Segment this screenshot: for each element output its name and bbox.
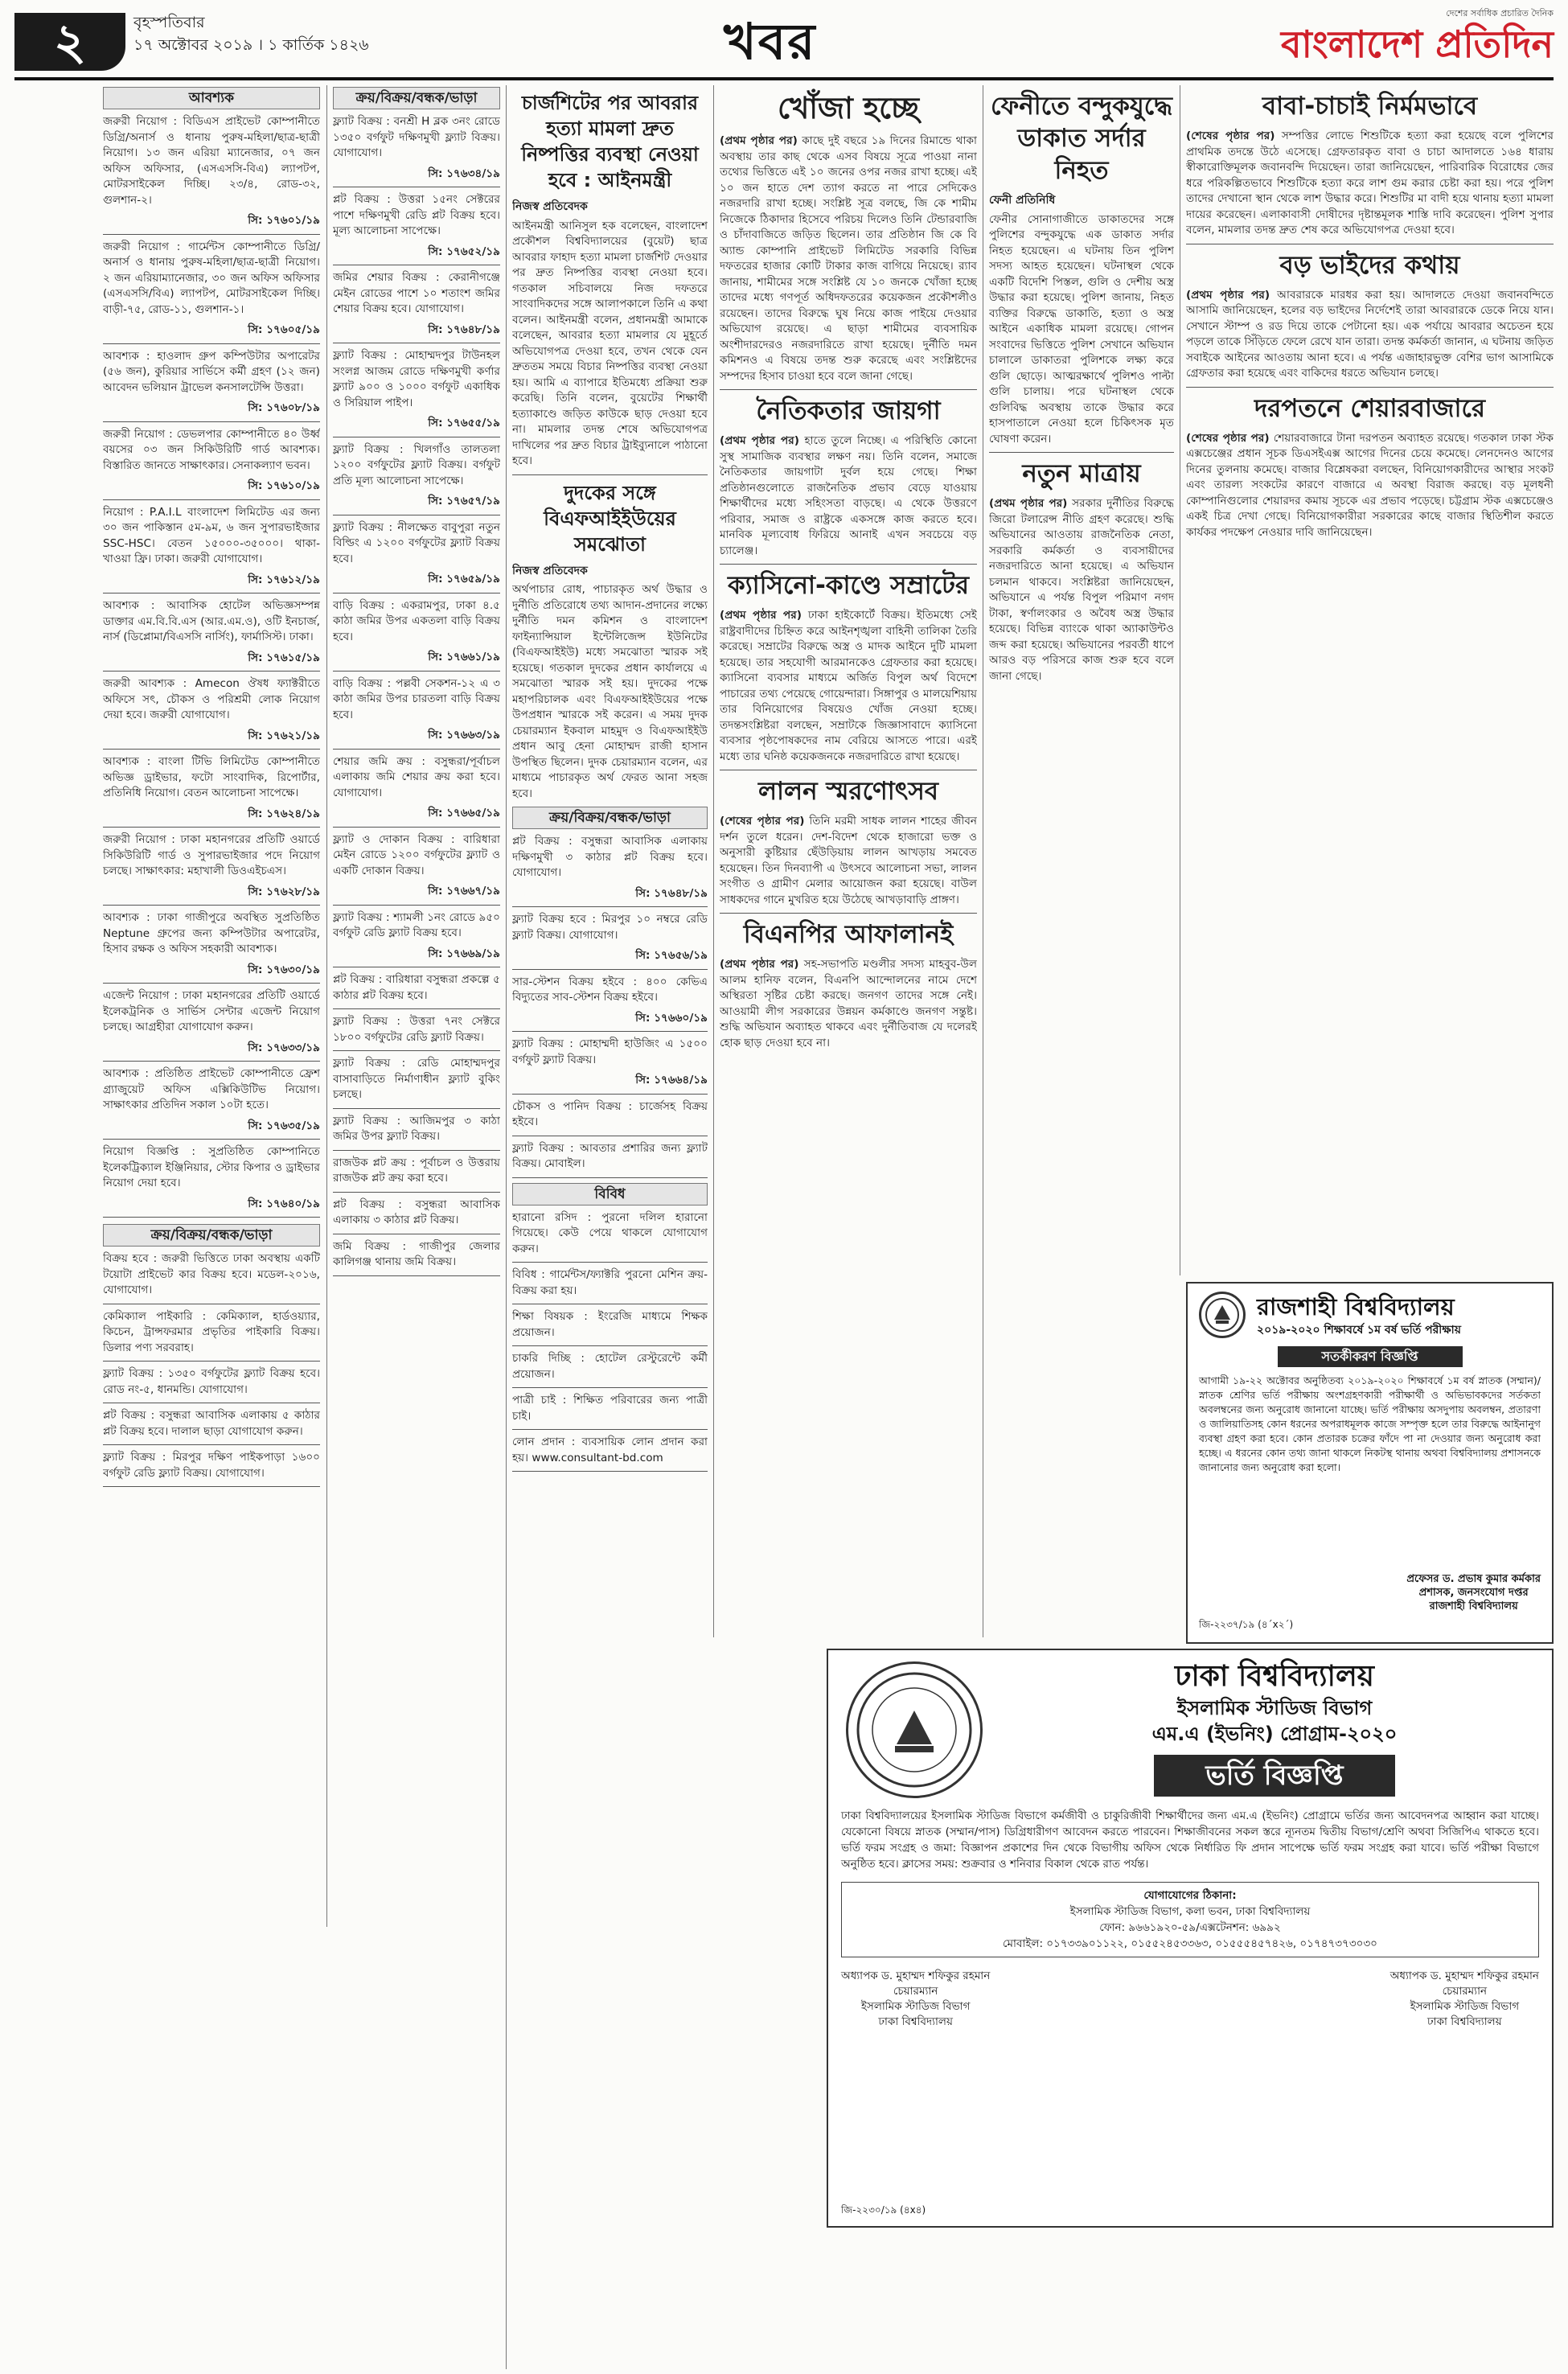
ad-code: সি: ১৭৬৫৯/১৯ (428, 573, 500, 585)
ad-signatures (841, 1969, 1539, 2030)
classified-ad: প্লট বিক্রয় : বারিধারা বসুন্ধরা প্রকল্পে ৫ কাঠার প্লট বিক্রয় হবে। (333, 973, 500, 1002)
ad-code: সি: ১৭৬০৫/১৯ (248, 323, 320, 336)
signer-name: অধ্যাপক ড. মুহাম্মদ শফিকুর রহমান (841, 1969, 991, 1982)
classified-ad: আবশ্যক : ঢাকা গাজীপুরে অবস্থিত সুপ্রতিষ্ঠিত Neptune গ্রুপের জন্য কম্পিউটার অপারেটর, হিসাব রক্ষক ও অফিস সহকারী আবশ্যক। (103, 911, 320, 955)
separator (103, 671, 320, 672)
ad-code: সি: ১৭৬৪০/১৯ (248, 1197, 320, 1210)
classified-ad: জরুরী নিয়োগ : গার্মেন্টস কোম্পানীতে ডিগ্রি/অনার্স ও ধানায় পুরুষ-মহিলা/ছাত্র-ছাত্রী নিয়োগ। ২ জন এরিয়াম্যানেজার, ৩০ জন অফিস অফিসার (এসএসসি/বিএ) ল্যাপটপ, মোটরসাইকেল দিচ্ছি। বাড়ী-৭৫, রোড-১১, গুলশান-১। (103, 240, 320, 316)
ad-rajshahi-university[interactable] (1186, 1282, 1554, 1644)
headline-feni: ফেনীতে বন্দুকযুদ্ধে ডাকাত সর্দার নিহত (991, 92, 1172, 185)
article-body (720, 957, 977, 1051)
classified-ad: ফ্ল্যাট বিক্রয় : মিরপুর দক্ষিণ পাইকপাড়া ১৬০০ বর্গফুট রেডি ফ্ল্যাট বিক্রয়। যোগাযোগ। (103, 1451, 320, 1480)
article-text: হাতে তুলে নিচ্ছে। এ পরিস্থিতি কোনো সুস্থ সামাজিক ব্যবস্থার লক্ষণ নয়। তিনি বলেন, সমাজে নৈতিকতার জায়গাটা দুর্বল হয়ে গেছে। শিক্ষা প্রতিষ্ঠানগুলোতে রাজনৈতিক প্রভাব বেড়ে যাওয়ায় শিক্ষার্থীদের মধ্যে সহিংসতা বাড়ছে। এ থেকে উত্তরণে পরিবার, সমাজ ও রাষ্ট্রকে একসঙ্গে কাজ করতে হবে। মানবিক মূল্যবোধ ফিরিয়ে আনাই এখন সবচেয়ে বড় চ্যালেঞ্জ। (720, 434, 977, 557)
ad-code: সি: ১৭৬১২/১৯ (248, 573, 320, 586)
classified-ad: সার-স্টেশন বিক্রয় হইবে : ৪০০ কেভিএ বিদ্যুতের সাব-স্টেশন বিক্রয় হইবে। (512, 975, 708, 1004)
ad-code: সি: ১৭৬২১/১৯ (248, 729, 320, 742)
article-lead: (প্রথম পৃষ্ঠার পর) (720, 958, 799, 971)
classified-ad: বাড়ি বিক্রয় : একরামপুর, ঢাকা ৪.৫ কাঠা জমির উপর একতলা বাড়ি বিক্রয় হবে। (333, 598, 500, 643)
signer-org: ঢাকা বিশ্ববিদ্যালয় (878, 2015, 953, 2028)
separator (103, 1444, 320, 1445)
byline: নিজস্ব প্রতিবেদক (512, 200, 588, 213)
article-lead: (প্রথম পৃষ্ঠার পর) (720, 609, 802, 622)
headline-baba: বাবা-চাচাই নির্মমভাবে (1262, 92, 1478, 121)
headline-chargesheet: চার্জশিটের পর আবরার হত্যা মামলা দ্রুত নিষ্পত্তির ব্যবস্থা নেওয়া হবে : আইনমন্ত্রী (521, 92, 699, 191)
category-header: ক্রয়/বিক্রয়/বন্ধক/ভাড়া (512, 807, 708, 829)
ad-dhaka-university[interactable] (827, 1649, 1554, 2228)
date-label: ১৭ অক্টোবর ২০১৯ । ১ কার্তিক ১৪২৬ (133, 36, 369, 54)
classified-ad: প্লট বিক্রয় : বসুন্ধরা আবাসিক এলাকায় ৫ কাঠার প্লট বিক্রয় হবে। দালাল ছাড়া যোগাযোগ করুন। (103, 1409, 320, 1438)
separator (103, 905, 320, 906)
ad-subtitle: ২০১৯-২০২০ শিক্ষাবর্ষে ১ম বর্ষ ভর্তি পরীক্ষায় (1257, 1324, 1461, 1337)
classified-ad: চাকরি দিচ্ছি : হোটেল রেস্টুরেন্টে কর্মী প্রয়োজন। (512, 1352, 708, 1381)
separator (333, 827, 500, 828)
headline-dudok: দুদকের সঙ্গে বিএফআইইউয়ের সমঝোতা (544, 481, 676, 556)
bangladesh-pratidin-logo[interactable] (1254, 8, 1554, 74)
news-column-6 (1186, 87, 1554, 1273)
article-body (720, 814, 977, 908)
article-text: সরকার দুর্নীতির বিরুদ্ধে জিরো টলারেন্স নীতি গ্রহণ করেছে। শুদ্ধি অভিযানের আওতায় রাজনৈতিক নেতা, সরকারি কর্মকর্তা ও ব্যবসায়ীদের নজরদারিতে আনা হয়েছে। এ অভিযান চলমান থাকবে। সংশ্লিষ্টরা জানিয়েছেন, অভিযানে এ পর্যন্ত বিপুল পরিমাণ নগদ টাকা, স্বর্ণালংকার ও অবৈধ অস্ত্র উদ্ধার হয়েছে। বিভিন্ন ব্যাংকে থাকা অ্যাকাউন্টও জব্দ করা হয়েছে। অভিযানের পরবর্তী ধাপে আরও বড় পরিসরে কাজ শুরু হবে বলে জানা গেছে। (989, 497, 1174, 683)
rajshahi-university-seal-icon (1199, 1292, 1246, 1338)
article-text: আবরারকে মারধর করা হয়। আদালতে দেওয়া জবানবন্দিতে আসামি জানিয়েছেন, হলের বড় ভাইদের নির্দেশেই তারা আবরারকে ডেকে নিয়ে যান। সেখানে স্টাম্প ও রড দিয়ে তাকে পেটানো হয়। এক পর্যায়ে আবরার অচেতন হয়ে পড়লে তাকে সিঁড়িতে ফেলে রেখে যান তারা। তদন্ত কর্মকর্তা জানান, এ ঘটনায় জড়িত সবাইকে আইনের আওতায় আনা হবে। এ পর্যন্ত এজাহারভুক্ত বেশির ভাগ আসামিকে গ্রেফতার করা হয়েছে এবং বাকিদের ধরতে অভিযান চলছে। (1186, 288, 1554, 380)
separator (512, 906, 708, 907)
classified-ad: জরুরী নিয়োগ : ডেভলপার কোম্পানীতে ৪০ উর্ধ্ব বয়সের ০৩ জন সিকিউরিটি গার্ড আবশ্যক। বিস্তারিত জানতে সাক্ষাৎকার। সেনাকল্যাণ ভবন। (103, 427, 320, 472)
separator (512, 1177, 708, 1178)
separator (103, 983, 320, 984)
classified-ad: প্লট বিক্রয় : বসুন্ধরা আবাসিক এলাকায় দক্ষিণমুখী ৩ কাঠার প্লট বিক্রয় হবে। যোগাযোগ। (512, 835, 708, 879)
classified-ad: ফ্ল্যাট বিক্রয় : উত্তরা ৭নং সেক্টরে ১৮০০ বর্গফুটের রেডি ফ্ল্যাট বিক্রয়। (333, 1015, 500, 1044)
article-lead: (প্রথম পৃষ্ঠার পর) (720, 134, 798, 147)
separator (103, 749, 320, 750)
separator (103, 421, 320, 422)
ad-code: সি: ১৭৬২৮/১৯ (248, 885, 320, 898)
article-text: শেয়ারবাজারে টানা দরপতন অব্যাহত রয়েছে। গতকাল ঢাকা স্টক এক্সচেঞ্জের প্রধান সূচক ডিএসইএক্স আগের দিনের চেয়ে কমেছে। লেনদেনও আগের দিনের তুলনায় কমেছে। বাজার বিশ্লেষকরা বলছেন, বিনিয়োগকারীদের আস্থার সংকট এবং তারল্য সংকটের কারণে বাজারে এ অবস্থা বিরাজ করছে। বড় মূলধনী কোম্পানিগুলোর শেয়ারদর কমায় সূচকে এর প্রভাব পড়েছে। চট্টগ্রাম স্টক এক্সচেঞ্জেও একই চিত্র দেখা গেছে। বিনিয়োগকারীরা সরকারের কাছে বাজার স্থিতিশীল করতে কার্যকর পদক্ষেপ নেওয়ার দাবি জানিয়েছেন। (1186, 431, 1554, 539)
separator (333, 671, 500, 672)
ad-list (512, 834, 708, 1178)
signer-title: চেয়ারম্যান (1442, 1985, 1488, 1998)
ad-list (103, 114, 320, 1218)
classifieds-column-2 (333, 87, 500, 2363)
separator (512, 1262, 708, 1263)
article-text: সহ-সভাপতি মণ্ডলীর সদস্য মাহবুব-উল আলম হানিফ বলেন, বিএনপি আন্দোলনের নামে দেশে অস্থিরতা সৃষ্টির চেষ্টা করছে। জনগণ তাদের সঙ্গে নেই। আওয়ামী লীগ সরকারের উন্নয়ন কর্মকাণ্ডে জনগণ সন্তুষ্ট। শুদ্ধি অভিযান অব্যাহত থাকবে এবং দুর্নীতিবাজ যে দলেরই হোক ছাড় দেওয়া হবে না। (720, 958, 977, 1049)
classified-ad: ফ্ল্যাট ও দোকান বিক্রয় : বারিধারা মেইন রোডে ১২০০ বর্গফুটের ফ্ল্যাট ও একটি দোকান বিক্রয়। (333, 832, 500, 877)
separator (720, 913, 977, 914)
classified-ad: চৌকস ও পানিদ বিক্রয় : চার্জেসহ বিক্রয় হইবে। (512, 1099, 708, 1128)
byline: ফেনী প্রতিনিধি (989, 194, 1056, 207)
ad-code: সি: ১৭৬৬৯/১৯ (428, 947, 500, 960)
ad-body: আগামী ১৯-২২ অক্টোবর অনুষ্ঠিতব্য ২০১৯-২০২০ শিক্ষাবর্ষে ১ম বর্ষ স্নাতক (সম্মান)/স্নাতক শ্রেণির ভর্তি পরীক্ষায় অংশগ্রহণকারী পরীক্ষার্থী ও অভিভাবকদের সর্তকতা অবলম্বনের জন্য অনুরোধ জানানো যাচ্ছে। ভর্তি পরীক্ষায় অসদুপায় অবলম্বন, প্রতারণা ও জালিয়াতিসহ কোন ধরনের অপরাধমূলক কাজে সম্পৃক্ত হলে তার বিরুদ্ধে আইনানুগ ব্যবস্থা গ্রহণ করা হবে। কোন প্রতারক চক্রের ফাঁদে পা না দেওয়ার জন্য অনুরোধ করা হচ্ছে। এ ধরনের কোন তথ্য জানা থাকলে নিকটস্থ থানায় অথবা বিশ্ববিদ্যালয় প্রশাসনকে জানানোর জন্য অনুরোধ করা হলো। (1199, 1374, 1541, 1473)
classified-ad: ফ্ল্যাট বিক্রয় : শ্যামলী ১নং রোডে ৯৫০ বর্গফুট রেডি ফ্ল্যাট বিক্রয় হবে। (333, 910, 500, 939)
ad-dept: ইসলামিক স্টাডিজ বিভাগ (1176, 1697, 1373, 1719)
ad-contact-box (841, 1882, 1539, 1957)
classified-ad: জরুরী নিয়োগ : ঢাকা মহানগরের প্রতিটি ওয়ার্ডে সিকিউরিটি গার্ড ও সুপারভাইজার পদে নিয়োগ চলছে। সাক্ষাৎকার: মহাখালী ডিওএইচএস। (103, 833, 320, 877)
separator (512, 1387, 708, 1388)
classified-ad: কেমিক্যাল পাইকারি : কেমিক্যাল, হার্ডওয়্যার, কিচেন, ট্রান্সফরমার প্রভৃতির পাইকারি বিক্রয়। ডিলার পণ্য সরবরাহ। (103, 1309, 320, 1354)
separator (1186, 387, 1554, 388)
ad-title: ঢাকা বিশ্ববিদ্যালয় (1174, 1660, 1374, 1693)
headline-boro: বড় ভাইদের কথায় (1279, 250, 1460, 280)
article-lead: (শেষের পৃষ্ঠার পর) (720, 815, 805, 828)
classified-ad: নিয়োগ বিজ্ঞপ্তি : সুপ্রতিষ্ঠিত কোম্পানিতে ইলেকট্রিক্যাল ইঞ্জিনিয়ার, স্টোর কিপার ও ড্রাইভার নিয়োগ দেয়া হবে। (103, 1145, 320, 1189)
headline-naitikota: নৈতিকতার জায়গা (756, 396, 941, 425)
separator (333, 905, 500, 906)
separator (103, 593, 320, 594)
headline-notun: নতুন মাত্রায় (1022, 459, 1141, 488)
signer-name: অধ্যাপক ড. মুহাম্মদ শফিকুর রহমান (1389, 1969, 1539, 1982)
headline-share: দরপতনে শেয়ারবাজারে (1254, 393, 1486, 423)
ad-list (103, 1251, 320, 1487)
classified-ad: শিক্ষা বিষয়ক : ইংরেজি মাধ্যমে শিক্ষক প্রয়োজন। (512, 1310, 708, 1339)
separator (103, 827, 320, 828)
signer-dept: ইসলামিক স্টাডিজ বিভাগ (1410, 2000, 1520, 2013)
ad-code: সি: ১৭৬৪৮/১৯ (635, 886, 708, 900)
article-body (1186, 288, 1554, 382)
classified-ad: ফ্ল্যাট বিক্রয় : রেডি মোহাম্মদপুর বাসাবাড়িতে নির্মাণাধীন ফ্ল্যাট বুকিং চলছে। (333, 1057, 500, 1101)
article-body (720, 433, 977, 559)
ad-banner: ভর্তি বিজ্ঞপ্তি (1154, 1755, 1395, 1797)
article-lead: (শেষের পৃষ্ঠার পর) (1186, 431, 1270, 445)
column-divider (506, 85, 507, 2369)
separator (103, 1217, 320, 1218)
news-column-5 (989, 87, 1174, 1635)
headline-bnp: বিএনপির আফালানই (743, 920, 954, 949)
category-header: বিবিধ (512, 1183, 708, 1205)
masthead-rule (14, 77, 1554, 80)
ad-program: এম.এ (ইভনিং) প্রোগ্রাম-২০২০ (1151, 1723, 1398, 1745)
ad-code: সি: ১৭৬৬৩/১৯ (428, 729, 500, 741)
classified-ad: নিয়োগ : P.A.I.L বাংলাদেশ লিমিটেড এর জন্য ৩০ জন পাকিস্তান ৫ম-৯ম, ৬ জন সুপারভাইজার SSC-HSC। বেতন ১৫০০০-৩৫০০০। থাকা-খাওয়া ফ্রি। ঢাকা। জরুরী যোগাযোগ। (103, 505, 320, 565)
category-header: আবশ্যক (103, 87, 320, 109)
classified-ad: ফ্ল্যাট বিক্রয় : বনশ্রী H ব্লক ৩নং রোডে ১৩৫০ বর্গফুট দক্ষিণমুখী ফ্ল্যাট বিক্রয়। যোগাযোগ। (333, 115, 500, 159)
ad-code: সি: ১৭৬০৮/১৯ (248, 401, 320, 414)
classified-ad: জরুরী নিয়োগ : বিডিএস প্রাইভেট কোম্পানীতে ডিগ্রি/অনার্স ও ধানায় পুরুষ-মহিলা/ছাত্র-ছাত্রী নিয়োগ। ১৩ জন এরিয়া ম্যানেজার, ০৭ জন অফিস অফিসার, (এসএসসি-বিএ) ল্যাপটপ, মোটরসাইকেল দিচ্ছি। ২৩/৪, রোড-৩২, গুলশান-২। (103, 115, 320, 207)
ad-body: ঢাকা বিশ্ববিদ্যালয়ের ইসলামিক স্টাডিজ বিভাগে কর্মজীবী ও চাকুরিজীবী শিক্ষার্থীদের জন্য এম.এ (ইভনিং) প্রোগ্রামে ভর্তির জন্য আবেদনপত্র আহ্বান করা যাচ্ছে। যেকোনো বিষয়ে স্নাতক (সম্মান/পাস) ডিগ্রিধারীগণ আবেদন করতে পারবেন। শিক্ষাজীবনের সকল স্তরে ন্যূনতম দ্বিতীয় বিভাগ/শ্রেণি অথবা সিজিপিএ থাকতে হবে। ভর্তি ফরম সংগ্রহ ও জমা: বিজ্ঞাপন প্রকাশের দিন থেকে বিভাগীয় অফিস থেকে নির্ধারিত ফি প্রদান সাপেক্ষে ভর্তি ফরম সংগ্রহ করা যাবে। ভর্তি পরীক্ষা বিভাগে অনুষ্ঠিত হবে। ক্লাসের সময়: শুক্রবার ও শনিবার বিকাল থেকে রাত পর্যন্ত। (841, 1809, 1539, 1871)
separator (333, 593, 500, 594)
day-label: বৃহস্পতিবার (133, 14, 205, 31)
category-header: ক্রয়/বিক্রয়/বন্ধক/ভাড়া (103, 1224, 320, 1247)
separator (333, 1108, 500, 1109)
separator (512, 1094, 708, 1095)
separator (512, 969, 708, 970)
article-text: কাছে দুই বছরে ১৯ দিনের রিমান্ডে থাকা অবস্থায় তার কাছ থেকে এসব বিষয়ে সূত্রে পাওয়া নানা তথ্যের ভিত্তিতে এই ১০ জনের ওপর নজর রাখা হচ্ছে। এই ১০ জন হাতে দেশ ত্যাগ করতে না পারে সেদিকেও নজরদারি রাখা হচ্ছে। সংশ্লিষ্ট সূত্র বলছে, জি কে শামীম নিজেকে ঠিকাদার হিসেবে পরিচয় দিলেও তিনি টেন্ডারবাজি ও চাঁদাবাজিতে জড়িত ছিলেন। তার প্রতিষ্ঠান জি কে বি অ্যান্ড কোম্পানি প্রাইভেট লিমিটেড সরকারি বিভিন্ন দফতরের হাজার কোটি টাকার কাজ বাগিয়ে নিয়েছে। র‌্যাব জানায়, শামীমের সঙ্গে সংশ্লিষ্ট যে ১০ জনকে খোঁজা হচ্ছে তাদের মধ্যে গণপূর্ত অধিদফতরের কয়েকজন প্রকৌশলীও রয়েছেন। তাদের বিরুদ্ধে ঘুষ নিয়ে কাজ পাইয়ে দেওয়ার অভিযোগ রয়েছে। এ ছাড়া শামীমের ব্যবসায়িক অংশীদারদেরও নজরদারিতে রাখা হয়েছে। দুর্নীতি দমন কমিশনও এ বিষয়ে তদন্ত শুরু করেছে এবং সংশ্লিষ্টদের সম্পদের হিসাব চাওয়া হবে বলে জানা গেছে। (720, 134, 977, 383)
ad-code: সি: ১৭৬৬৭/১৯ (428, 885, 500, 897)
classified-ad: বাড়ি বিক্রয় : পল্লবী সেকশন-১২ এ ৩ কাঠা জমির উপর চারতলা বাড়ি বিক্রয় হবে। (333, 676, 500, 721)
separator (512, 1345, 708, 1346)
category-header: ক্রয়/বিক্রয়/বন্ধক/ভাড়া (333, 87, 500, 109)
ad-ref: জি-২২৩০/১৯ (৪x৪) (841, 2204, 926, 2216)
separator (512, 474, 708, 475)
contact-phone: ফোন: ৯৬৬১৯২০-৫৯/এক্সটেনশন: ৬৯৯২ (1099, 1921, 1281, 1934)
article-lead: (প্রথম পৃষ্ঠার পর) (1186, 288, 1270, 302)
classified-ad: এজেন্ট নিয়োগ : ঢাকা মহানগরের প্রতিটি ওয়ার্ডে ইলেকট্রনিক ও সার্ভিস সেন্টার এজেন্ট নিয়োগ চলছে। আগ্রহীরা যোগাযোগ করুন। (103, 989, 320, 1033)
classifieds-column-1 (103, 87, 320, 2363)
classified-ad: ফ্ল্যাট বিক্রয় হবে : মিরপুর ১০ নম্বরে রেডি ফ্ল্যাট বিক্রয়। যোগাযোগ। (512, 913, 708, 942)
classified-ad: ফ্ল্যাট বিক্রয় : নীলক্ষেত বাবুপুরা নতুন বিল্ডিং এ ১২০০ বর্গফুটের ফ্ল্যাট বিক্রয় হবে। (333, 520, 500, 565)
ad-list (333, 114, 500, 1276)
article-lead: (প্রথম পৃষ্ঠার পর) (989, 497, 1068, 510)
byline: নিজস্ব প্রতিবেদক (512, 564, 588, 577)
classified-ad: প্লট বিক্রয় : বসুন্ধরা আবাসিক এলাকায় ৩ কাঠার প্লট বিক্রয়। (333, 1197, 500, 1226)
contact-address: ইসলামিক স্টাডিজ বিভাগ, কলা ভবন, ঢাকা বিশ্ববিদ্যালয় (1069, 1905, 1311, 1918)
article-text: ঢাকা হাইকোর্টে বিক্রয়। ইতিমধ্যে সেই রাষ্ট্রবাদীদের চিহ্নিত করে আইনশৃঙ্খলা বাহিনী তালিকা তৈরি করেছে। সম্রাটের বিরুদ্ধে অস্ত্র ও মাদক আইনে দুটি মামলা হয়েছে। তার সহযোগী আরমানকেও গ্রেফতার করা হয়েছে। ক্যাসিনো ব্যবসার মাধ্যমে অর্জিত বিপুল অর্থ বিদেশে পাচারের তথ্য পেয়েছে গোয়েন্দারা। সিঙ্গাপুর ও মালয়েশিয়ায় তার বিনিয়োগের বিষয়েও খোঁজ নেওয়া হচ্ছে। তদন্তসংশ্লিষ্টরা বলছেন, সম্রাটকে জিজ্ঞাসাবাদে ক্যাসিনো ব্যবসার পৃষ্ঠপোষকদের নাম বেরিয়ে আসতে পারে। এরই মধ্যে তার ঘনিষ্ঠ কয়েকজনকে নজরদারিতে রাখা হয়েছে। (720, 609, 977, 763)
signer-name: প্রফেসর ড. প্রভাষ কুমার কর্মকার (1406, 1573, 1541, 1585)
ad-code: সি: ১৭৬২৪/১৯ (248, 807, 320, 820)
ad-code: সি: ১৭৬১৫/১৯ (248, 651, 320, 664)
article-body (720, 133, 977, 384)
dateline (133, 11, 369, 56)
separator (333, 1275, 500, 1276)
separator (103, 1061, 320, 1062)
news-column-3 (512, 87, 708, 2363)
classified-ad: জমির শেয়ার বিক্রয় : কেরানীগঞ্জে মেইন রোডের পাশে ১০ শতাংশ জমির শেয়ার বিক্রয় হবে। যোগাযোগ। (333, 271, 500, 315)
article-text: সম্পত্তির লোভে শিশুটিকে হত্যা করা হয়েছে বলে পুলিশের প্রাথমিক তদন্তে উঠে এসেছে। গ্রেফতারকৃত বাবা ও চাচা আদালতে ১৬৪ ধারায় স্বীকারোক্তিমূলক জবানবন্দি দিয়েছেন। তারা জানিয়েছেন, পারিবারিক বিরোধের জের ধরে পরিকল্পিতভাবে শিশুটিকে হত্যা করে লাশ গুম করার চেষ্টা করা হয়। পরে পুলিশ তাদের দেখানো স্থান থেকে লাশ উদ্ধার করে। শিশুটির মা বাদী হয়ে থানায় হত্যা মামলা দায়ের করেছেন। এলাকাবাসী দোষীদের দৃষ্টান্তমূলক শাস্তি দাবি করেছেন। পুলিশ সুপার বলেন, মামলার তদন্ত দ্রুত শেষ করে অভিযোগপত্র দেওয়া হবে। (1186, 129, 1554, 236)
headline-lalon: লালন স্মরণোৎসব (757, 777, 939, 806)
signer-dept: ইসলামিক স্টাডিজ বিভাগ (860, 2000, 971, 2013)
signer-org: রাজশাহী বিশ্ববিদ্যালয় (1429, 1600, 1518, 1612)
separator (333, 1050, 500, 1051)
ad-code: সি: ১৭৬৩৪/১৯ (428, 166, 500, 180)
classified-ad: আবশ্যক : প্রতিষ্ঠিত প্রাইভেট কোম্পানীতে ফ্রেশ গ্র্যাজুয়েট অফিস এক্সিকিউটিভ নিয়োগ। সাক্ষাৎকার প্রতিদিন সকাল ১০টা হতে। (103, 1067, 320, 1111)
separator (720, 564, 977, 565)
classified-ad: রাজউক প্লট ক্রয় : পূর্বাচল ও উত্তরায় রাজউক প্লট ক্রয় করা হবে। (333, 1156, 500, 1185)
article-body (1186, 129, 1554, 239)
classified-ad: ফ্ল্যাট বিক্রয় : খিলগাঁও তালতলা ১২০০ বর্গফুটের ফ্ল্যাট বিক্রয়। বর্গফুট প্রতি মূল্য আলোচনা সাপেক্ষে। (333, 442, 500, 487)
separator (512, 1429, 708, 1430)
classified-ad: পাত্রী চাই : শিক্ষিত পরিবারের জন্য পাত্রী চাই। (512, 1394, 708, 1423)
classified-ad: ফ্ল্যাট বিক্রয় : মোহাম্মদপুর টাউনহল সংলগ্ন আজম রোডে দক্ষিণমুখী কর্ণার ফ্ল্যাট ৯০০ ও ১০০০ বর্গফুট একাধিক ও সিরিয়াল পাইপ। (333, 349, 500, 409)
ad-code: সি: ১৭৬৬০/১৯ (635, 1011, 708, 1025)
ad-code: সি: ১৭৬৬৪/১৯ (635, 1074, 708, 1086)
separator (103, 1486, 320, 1487)
article-lead: (প্রথম পৃষ্ঠার পর) (720, 434, 799, 447)
separator (103, 1361, 320, 1362)
separator (333, 1192, 500, 1193)
ad-code: সি: ১৭৬১০/১৯ (248, 479, 320, 492)
separator (103, 1139, 320, 1140)
ad-code: সি: ১৭৬৫৬/১৯ (635, 949, 708, 962)
classified-ad: বিবিধ : গার্মেন্টস/ফ্যাক্টরি পুরনো মেশিন ক্রয়-বিক্রয় করা হয়। (512, 1268, 708, 1297)
ad-code: সি: ১৭৬৫৫/১৯ (428, 417, 500, 429)
separator (512, 1471, 708, 1472)
separator (333, 1150, 500, 1151)
ad-code: সি: ১৭৬৫২/১৯ (428, 244, 500, 258)
article-body (720, 608, 977, 765)
signature-block (841, 1969, 990, 2030)
article-body: আইনমন্ত্রী আনিসুল হক বলেছেন, বাংলাদেশ প্রকৌশল বিশ্ববিদ্যালয়ের (বুয়েট) ছাত্র আবরার ফাহাদ হত্যা মামলা চার্জশিট দেওয়ার পর দ্রুত নিষ্পত্তির ব্যবস্থা নেওয়া হবে। গতকাল সচিবালয়ে নিজ দফতরে সাংবাদিকদের সঙ্গে আলাপকালে তিনি এ কথা বলেন। আইনমন্ত্রী বলেন, প্রধানমন্ত্রী আমাকে বলেছেন, আবরার হত্যা মামলার যে মুহূর্তে অভিযোগপত্র দেওয়া হবে, তখন থেকে যেন দ্রুততম সময়ে বিচার নিষ্পত্তির ব্যবস্থা নেওয়া হয়। আমি এ ব্যাপারে ইতিমধ্যে প্রক্রিয়া শুরু করেছি। তিনি বলেন, বুয়েটের শিক্ষার্থী হত্যাকাণ্ডে জড়িত কাউকে ছাড় দেওয়া হবে না। মামলার তদন্ত শেষে অভিযোগপত্র দাখিলের পর দ্রুত বিচার ট্রাইব্যুনালে পাঠানো হবে। (512, 219, 708, 467)
classified-ad: ফ্ল্যাট বিক্রয় : আজিমপুর ৩ কাঠা জমির উপর ফ্ল্যাট বিক্রয়। (333, 1114, 500, 1143)
ad-code: সি: ১৭৬৪৮/১৯ (428, 322, 500, 336)
column-divider (713, 85, 714, 1637)
separator (512, 1031, 708, 1032)
article-lead: (শেষের পৃষ্ঠার পর) (1186, 129, 1275, 142)
classified-ad: ফ্ল্যাট বিক্রয় : ১৩৫০ বর্গফুটের ফ্ল্যাট বিক্রয় হবে। রোড নং-৫, ধানমন্ডি। যোগাযোগ। (103, 1367, 320, 1396)
ad-code: সি: ১৭৬৩৫/১৯ (248, 1119, 320, 1132)
ad-code: সি: ১৭৬৩৩/১৯ (248, 1041, 320, 1054)
classified-ad: লোন প্রদান : ব্যবসায়িক লোন প্রদান করা হয়। www.consultant-bd.com (512, 1435, 708, 1464)
signer-title: প্রশাসক, জনসংযোগ দপ্তর (1418, 1587, 1529, 1599)
article-body: অর্থপাচার রোধ, পাচারকৃত অর্থ উদ্ধার ও দুর্নীতি প্রতিরোধে তথ্য আদান-প্রদানের লক্ষ্যে দুর্নীতি দমন কমিশন ও বাংলাদেশ ফাইন্যান্সিয়াল ইন্টেলিজেন্স ইউনিটের (বিএফআইইউ) মধ্যে সমঝোতা স্মারক সই হয়েছে। গতকাল দুদকের প্রধান কার্যালয়ে এ সমঝোতা স্মারক সই হয়। দুদকের পক্ষে মহাপরিচালক এবং বিএফআইইউয়ের পক্ষে উপপ্রধান স্মারকে সই করেন। এ সময় দুদক চেয়ারম্যান ইকবাল মাহমুদ ও বিএফআইইউ প্রধান আবু হেনা মোহাম্মদ রাজী হাসান উপস্থিত ছিলেন। দুদক চেয়ারম্যান বলেন, এর মাধ্যমে পাচারকৃত অর্থ ফেরত আনা সহজ হবে। (512, 583, 708, 800)
separator (333, 1008, 500, 1009)
classified-ad: জরুরী আবশ্যক : Amecon ঔষধ ফ্যাক্টরীতে অফিসে সৎ, চৌকস ও পরিশ্রমী লোক নিয়োগ দেয়া হবে। জরুরী যোগাযোগ। (103, 677, 320, 721)
separator (103, 499, 320, 500)
separator (103, 234, 320, 235)
brand-tagline: দেশের সর্বাধিক প্রচারিত দৈনিক (1446, 8, 1554, 18)
section-title: খবর (724, 12, 817, 71)
classified-ad: শেয়ার জমি ক্রয় : বসুন্ধরা/পূর্বাচল এলাকায় জমি শেয়ার ক্রয় করা হবে। যোগাযোগ। (333, 754, 500, 799)
classified-ad: আবশ্যক : আবাসিক হোটেল অভিজ্ঞসম্পন্ন ডাক্তার এম.বি.বি.এস (আর.এম.ও), ওটি ইনচার্জ, নার্স (ডিপ্লোমা/বিএসসি নার্সিং), ফার্মাসিস্ট। ঢাকা। (103, 599, 320, 643)
separator (720, 389, 977, 390)
article-body (989, 496, 1174, 684)
ad-list (512, 1210, 708, 1472)
article-body: ফেনীর সোনাগাজীতে ডাকাতদের সঙ্গে পুলিশের বন্দুকযুদ্ধে এক ডাকাত সর্দার নিহত হয়েছেন। এ ঘটনায় তিন পুলিশ সদস্য আহত হয়েছেন। ঘটনাস্থল থেকে একটি বিদেশি পিস্তল, গুলি ও দেশীয় অস্ত্র উদ্ধার করা হয়েছে। পুলিশ জানায়, নিহত ব্যক্তির বিরুদ্ধে ডাকাতি, হত্যা ও অস্ত্র আইনে একাধিক মামলা রয়েছে। গোপন সংবাদের ভিত্তিতে পুলিশ সেখানে অভিযান চালালে ডাকাতরা পুলিশকে লক্ষ্য করে গুলি ছোড়ে। আত্মরক্ষার্থে পুলিশও পাল্টা গুলি চালায়। পরে ঘটনাস্থল থেকে গুলিবিদ্ধ অবস্থায় তাকে উদ্ধার করে হাসপাতালে নেওয়া হলে চিকিৎসক মৃত ঘোষণা করেন। (989, 212, 1174, 446)
brand-name: বাংলাদেশ প্রতিদিন (1280, 23, 1554, 66)
separator (333, 749, 500, 750)
contact-heading: যোগাযোগের ঠিকানা: (1143, 1889, 1237, 1902)
news-column-4 (720, 87, 977, 1635)
headline-khoja: খোঁজা হচ্ছে (777, 91, 920, 125)
ad-ref: জি-২২৩৭/১৯ (৪´x২´) (1199, 1619, 1294, 1630)
column-divider (326, 85, 327, 1927)
ad-code: সি: ১৭৬০১/১৯ (248, 214, 320, 227)
page-number: ২ (14, 13, 125, 71)
headline-casino: ক্যাসিনো-কাণ্ডে সম্রাটের (728, 571, 969, 600)
classified-ad: ফ্ল্যাট বিক্রয় : আবতার প্রশারির জন্য ফ্ল্যাট বিক্রয়। মোবাইল। (512, 1141, 708, 1170)
classified-ad: আবশ্যক : বাংলা টিভি লিমিটেড কোম্পানীতে অভিজ্ঞ ড্রাইভার, ফটো সাংবাদিক, রিপোর্টার, প্রতিনিধি নিয়োগ। বেতন আলোচনা সাপেক্ষে। (103, 755, 320, 799)
article-text: তিনি মরমী সাধক লালন শাহের জীবন দর্শন তুলে ধরেন। দেশ-বিদেশ থেকে হাজারো ভক্ত ও অনুসারী কুষ্টিয়ার ছেঁউড়িয়ায় লালন আখড়ায় সমবেত হয়েছেন। তিন দিনব্যাপী এ উৎসবে আলোচনা সভা, লালন সংগীত ও গ্রামীণ মেলার আয়োজন করা হয়েছে। বাউল সাধকদের গানে মুখরিত হয়ে উঠেছে আখড়াবাড়ি প্রাঙ্গণ। (720, 815, 977, 906)
ad-code: সি: ১৭৬৫৭/১৯ (428, 495, 500, 507)
classified-ad: প্লট বিক্রয় : উত্তরা ১৫নং সেক্টরের পাশে দক্ষিণমুখী রেডি প্লট বিক্রয় হবে। মূল্য আলোচনা সাপেক্ষে। (333, 193, 500, 237)
separator (989, 452, 1174, 453)
ad-code: সি: ১৭৬৬১/১৯ (428, 651, 500, 663)
ad-code: সি: ১৭৬৩০/১৯ (248, 963, 320, 976)
contact-mobile: মোবাইল: ০১৭৩৩৯০১১২২, ০১৫৫২৪৫৩৩৬৩, ০১৫৫৫৪৫৭৪২৬, ০১৭৪৭৩৭৩০৩০ (1003, 1937, 1377, 1950)
separator (103, 343, 320, 344)
signer-org: ঢাকা বিশ্ববিদ্যালয় (1427, 2015, 1502, 2028)
signer-title: চেয়ারম্যান (893, 1985, 938, 1998)
article-body (1186, 431, 1554, 541)
ad-signature (1406, 1572, 1541, 1613)
signature-block (1390, 1969, 1539, 2030)
classified-ad: জমি বিক্রয় : গাজীপুর জেলার কালিগঞ্জ থানায় জমি বিক্রয়। (333, 1239, 500, 1268)
dhaka-university-seal-icon (846, 1661, 983, 1798)
ad-code: সি: ১৭৬৬৫/১৯ (428, 807, 500, 819)
ad-title: রাজশাহী বিশ্ববিদ্যালয় (1257, 1293, 1455, 1320)
classified-ad: ফ্ল্যাট বিক্রয় : মোহাম্মদী হাউজিং এ ১৫০০ বর্গফুট ফ্ল্যাট বিক্রয়। (512, 1037, 708, 1066)
classified-ad: বিক্রয় হবে : জরুরী ভিত্তিতে ঢাকা অবস্থায় একটি টয়োটা প্রাইভেট কার বিক্রয় হবে। মডেল-২০১৬, যোগাযোগ। (103, 1252, 320, 1296)
ad-banner: সতর্কীকরণ বিজ্ঞপ্তি (1278, 1346, 1463, 1367)
classified-ad: আবশ্যক : হাওলাদ গ্রুপ কম্পিউটার অপারেটর (৫৬ জন), কুরিয়ার সার্ভিসে কর্মী গ্রহণ (১২ জন) আবেদন ভলিয়ান ট্রাভেল কনসালটেন্সি উত্তরা। (103, 349, 320, 394)
classified-ad: হারানো রসিদ : পুরনো দলিল হারানো গিয়েছে। কেউ পেয়ে থাকলে যোগাযোগ করুন। (512, 1210, 708, 1255)
